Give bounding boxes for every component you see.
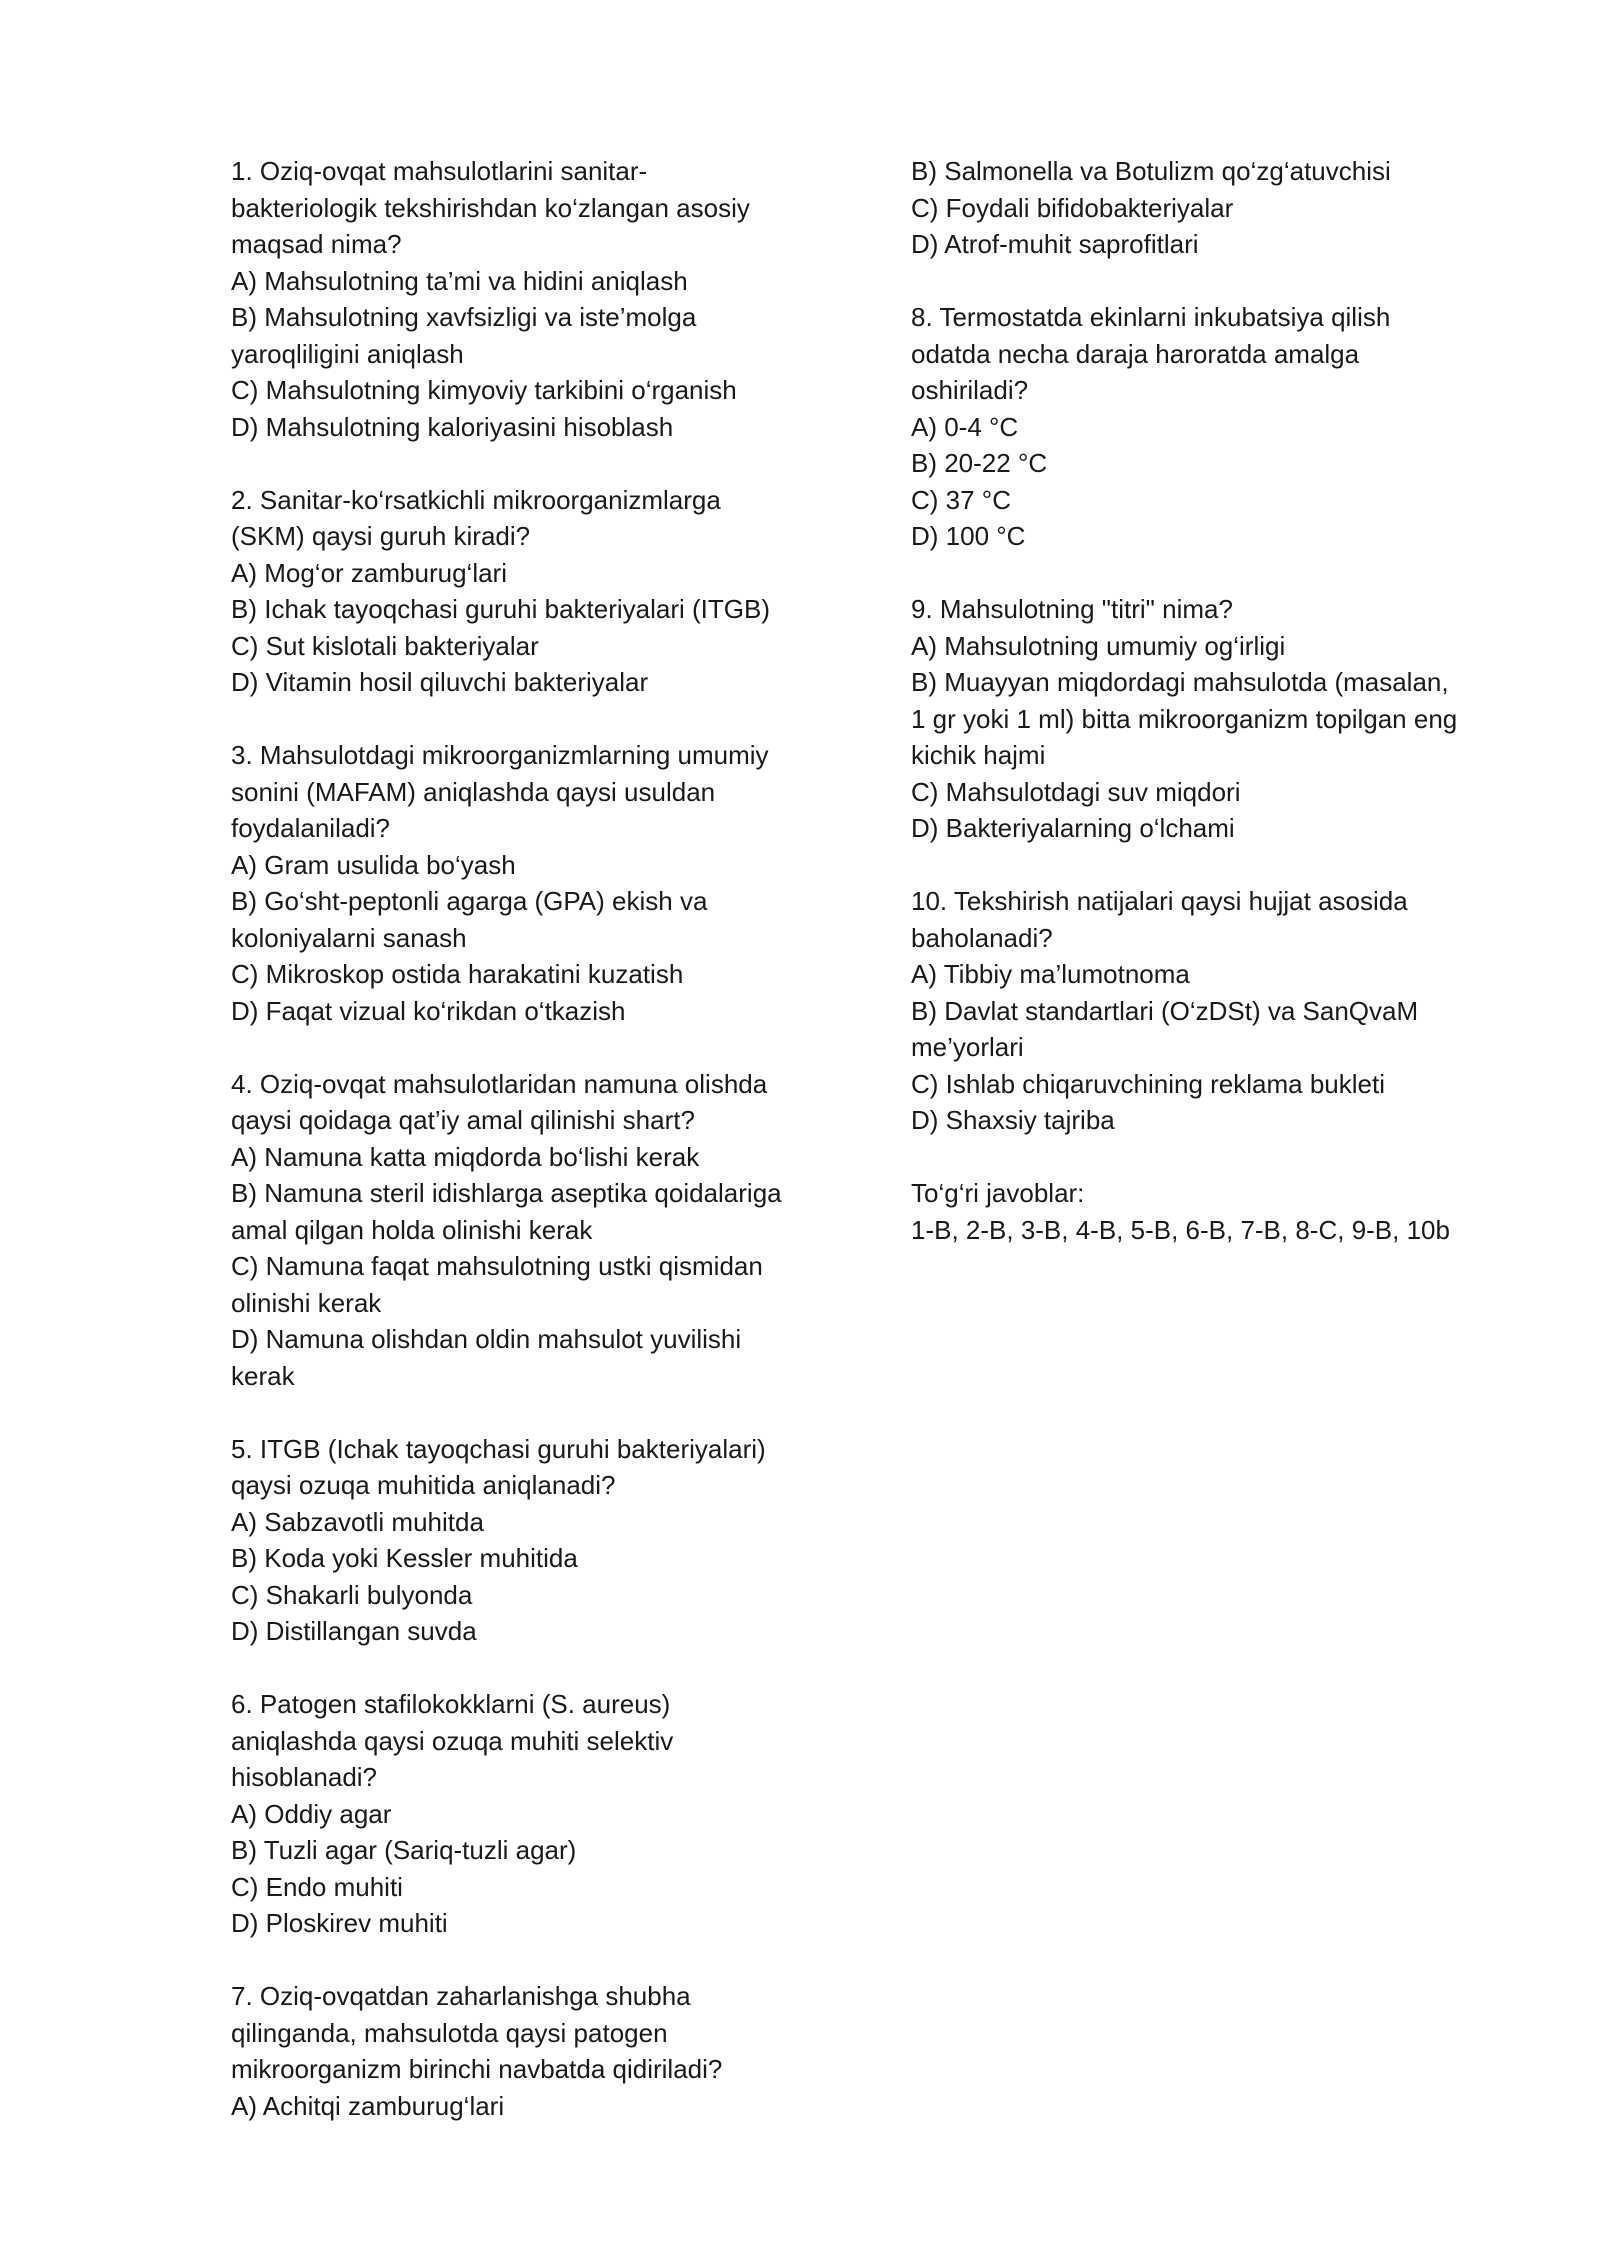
answer-option <box>231 1832 831 1869</box>
answer-key-values: 1-B, 2-B, 3-B, 4-B, 5-B, 6-B, 7-B, 8-C, 9-B, 10b <box>911 1214 1450 1245</box>
question-block <box>231 737 831 1029</box>
answer-option-text: B) Salmonella va Botulizm qo‘zg‘atuvchisi <box>911 156 1391 186</box>
question-text: qaysi qoidaga qat’iy amal qilinishi shart? <box>231 1105 695 1135</box>
question-text: 7. Oziq-ovqatdan zaharlanishga shubha <box>231 1981 691 2011</box>
answer-option-text: D) Distillangan suvda <box>231 1616 477 1646</box>
question-block <box>911 299 1521 555</box>
answer-option-text: B) Muayyan miqdordagi mahsulotda (masalan, <box>911 667 1449 697</box>
question-text: oshiriladi? <box>911 375 1029 405</box>
answer-option-text: B) Ichak tayoqchasi guruhi bakteriyalari (ITGB) <box>231 594 770 624</box>
answer-option-text: B) Mahsulotning xavfsizligi va iste’molga <box>231 302 697 332</box>
question-text: 6. Patogen stafilokokklarni (S. aureus) <box>231 1689 671 1719</box>
answer-option-text: 1 gr yoki 1 ml) bitta mikroorganizm topilgan eng <box>911 703 1458 734</box>
question-text: bakteriologik tekshirishdan ko‘zlangan asosiy <box>231 192 750 223</box>
answer-option <box>231 1613 831 1650</box>
answer-option-text: C) Mahsulotdagi suv miqdori <box>911 776 1241 807</box>
answer-option-text: B) Namuna steril idishlarga aseptika qoidalariga <box>231 1178 782 1208</box>
question-text: odatda necha daraja haroratda amalga <box>911 338 1360 369</box>
answer-option <box>231 847 831 884</box>
answer-option-text: B) Tuzli agar (Sariq-tuzli agar) <box>231 1835 577 1865</box>
answer-option <box>911 445 1521 482</box>
answer-option-text: D) Ploskirev muhiti <box>231 1908 448 1938</box>
question-block <box>231 1431 831 1650</box>
answer-option-text: C) Mikroskop ostida harakatini kuzatish <box>231 959 684 989</box>
answer-option-text: A) Mahsulotning umumiy og‘irligi <box>911 630 1286 661</box>
answer-option <box>231 993 831 1030</box>
question-text: maqsad nima? <box>231 229 402 259</box>
answer-option <box>911 153 1521 190</box>
answer-option <box>231 372 831 409</box>
answer-option-text: D) 100 °C <box>911 521 1026 551</box>
answer-option-text: me’yorlari <box>911 1032 1024 1062</box>
answer-option-text: D) Vitamin hosil qiluvchi bakteriyalar <box>231 667 649 697</box>
answer-option-text: C) Sut kislotali bakteriyalar <box>231 630 539 661</box>
question-text: 4. Oziq-ovqat mahsulotlaridan namuna olishda <box>231 1068 768 1099</box>
answer-option-text: amal qilgan holda olinishi kerak <box>231 1214 593 1245</box>
question-text: 5. ITGB (Ichak tayoqchasi guruhi bakteriyalari) <box>231 1433 766 1464</box>
answer-option-text: C) Mahsulotning kimyoviy tarkibini o‘rganish <box>231 375 737 405</box>
answer-option <box>911 190 1521 227</box>
answer-option-text: C) Namuna faqat mahsulotning ustki qismidan <box>231 1251 763 1281</box>
answer-option-text: B) Go‘sht-peptonli agarga (GPA) ekish va <box>231 886 708 916</box>
question-block <box>231 1978 831 2124</box>
answer-option-text: kichik hajmi <box>911 740 1046 770</box>
answer-option <box>911 956 1521 993</box>
answer-option <box>231 883 831 956</box>
answer-option-text: A) Sabzavotli muhitda <box>231 1506 484 1537</box>
answer-option-text: D) Bakteriyalarning o‘lchami <box>911 813 1235 843</box>
answer-option <box>231 664 831 701</box>
question-block <box>911 883 1521 1139</box>
answer-option <box>231 1248 831 1321</box>
answer-option <box>231 1905 831 1942</box>
answer-option-text: yaroqliligini aniqlash <box>231 338 464 369</box>
question-text: qaysi ozuqa muhitida aniqlanadi? <box>231 1470 616 1500</box>
answer-option <box>911 518 1521 555</box>
question-block <box>911 153 1521 263</box>
answer-option-text: C) Foydali bifidobakteriyalar <box>911 192 1234 223</box>
answer-option-text: B) Koda yoki Kessler muhitida <box>231 1543 578 1573</box>
answer-option-text: A) Mog‘or zamburug‘lari <box>231 557 507 588</box>
answer-option <box>911 1066 1521 1103</box>
question-text: hisoblanadi? <box>231 1762 378 1792</box>
answer-option-text: A) 0-4 °C <box>911 411 1019 442</box>
answer-option <box>911 993 1521 1066</box>
question-text: aniqlashda qaysi ozuqa muhiti selektiv <box>231 1725 674 1756</box>
answer-option <box>231 1175 831 1248</box>
question-text: 9. Mahsulotning "titri" nima? <box>911 594 1233 624</box>
answer-option-text: B) 20-22 °C <box>911 448 1048 478</box>
question-block <box>911 591 1521 847</box>
answer-option <box>231 299 831 372</box>
answer-option <box>231 1796 831 1833</box>
question-block <box>231 1686 831 1942</box>
answer-option-text: C) Endo muhiti <box>231 1871 403 1902</box>
answer-option <box>231 956 831 993</box>
answer-option-text: A) Oddiy agar <box>231 1798 392 1829</box>
question-text: (SKM) qaysi guruh kiradi? <box>231 521 531 551</box>
question-text: 8. Termostatda ekinlarni inkubatsiya qilish <box>911 302 1391 332</box>
answer-option-text: B) Davlat standartlari (O‘zDSt) va SanQvaM <box>911 995 1419 1026</box>
answer-option <box>231 628 831 665</box>
question-text: foydalaniladi? <box>231 813 391 843</box>
answer-key <box>911 1175 1521 1248</box>
answer-option <box>911 664 1521 774</box>
answer-option <box>911 628 1521 665</box>
answer-option-text: D) Shaxsiy tajriba <box>911 1105 1115 1135</box>
question-block <box>231 1066 831 1395</box>
answer-option <box>231 1540 831 1577</box>
right-questions <box>911 153 1521 1139</box>
answer-option-text: olinishi kerak <box>231 1287 382 1318</box>
answer-option-text: D) Atrof-muhit saprofitlari <box>911 229 1199 259</box>
answer-option <box>231 2088 831 2125</box>
answer-option-text: C) 37 °C <box>911 484 1011 515</box>
question-text: qilinganda, mahsulotda qaysi patogen <box>231 2017 668 2048</box>
answer-option-text: A) Tibbiy ma’lumotnoma <box>911 959 1190 989</box>
question-text: baholanadi? <box>911 922 1053 953</box>
answer-option-text: A) Namuna katta miqdorda bo‘lishi kerak <box>231 1141 700 1172</box>
answer-option <box>231 555 831 592</box>
answer-option <box>231 1504 831 1541</box>
answer-option <box>231 263 831 300</box>
question-text: 10. Tekshirish natijalari qaysi hujjat asosida <box>911 886 1408 916</box>
answer-option <box>911 409 1521 446</box>
right-column <box>911 153 1521 1248</box>
answer-option <box>231 409 831 446</box>
answer-option-text: A) Gram usulida bo‘yash <box>231 849 516 880</box>
question-block <box>231 482 831 701</box>
question-text: 2. Sanitar-ko‘rsatkichli mikroorganizmlarga <box>231 484 721 515</box>
answer-option-text: D) Faqat vizual ko‘rikdan o‘tkazish <box>231 995 626 1026</box>
answer-option-text: A) Mahsulotning ta’mi va hidini aniqlash <box>231 265 688 296</box>
answer-option-text: A) Achitqi zamburug‘lari <box>231 2090 505 2121</box>
answer-option-text: D) Mahsulotning kaloriyasini hisoblash <box>231 411 674 442</box>
answer-option-text: C) Ishlab chiqaruvchining reklama bukleti <box>911 1068 1386 1099</box>
answer-option <box>911 774 1521 811</box>
answer-option <box>911 226 1521 263</box>
question-text: 1. Oziq-ovqat mahsulotlarini sanitar- <box>231 156 648 186</box>
answer-option-text: C) Shakarli bulyonda <box>231 1579 473 1610</box>
answer-option <box>911 810 1521 847</box>
question-text: 3. Mahsulotdagi mikroorganizmlarning umumiy <box>231 740 769 770</box>
answer-option <box>911 482 1521 519</box>
answer-option <box>911 1102 1521 1139</box>
answer-option-text: kerak <box>231 1360 295 1391</box>
answer-option <box>231 591 831 628</box>
answer-option <box>231 1577 831 1614</box>
answer-option-text: D) Namuna olishdan oldin mahsulot yuvilishi <box>231 1324 742 1354</box>
answer-option <box>231 1869 831 1906</box>
answer-option <box>231 1139 831 1176</box>
left-column <box>231 153 831 2124</box>
question-block <box>231 153 831 445</box>
question-text: sonini (MAFAM) aniqlashda qaysi usuldan <box>231 776 716 807</box>
question-text: mikroorganizm birinchi navbatda qidiriladi? <box>231 2054 723 2084</box>
answer-option <box>231 1321 831 1394</box>
answer-option-text: koloniyalarni sanash <box>231 922 467 953</box>
answer-key-heading: To‘g‘ri javoblar: <box>911 1178 1085 1208</box>
